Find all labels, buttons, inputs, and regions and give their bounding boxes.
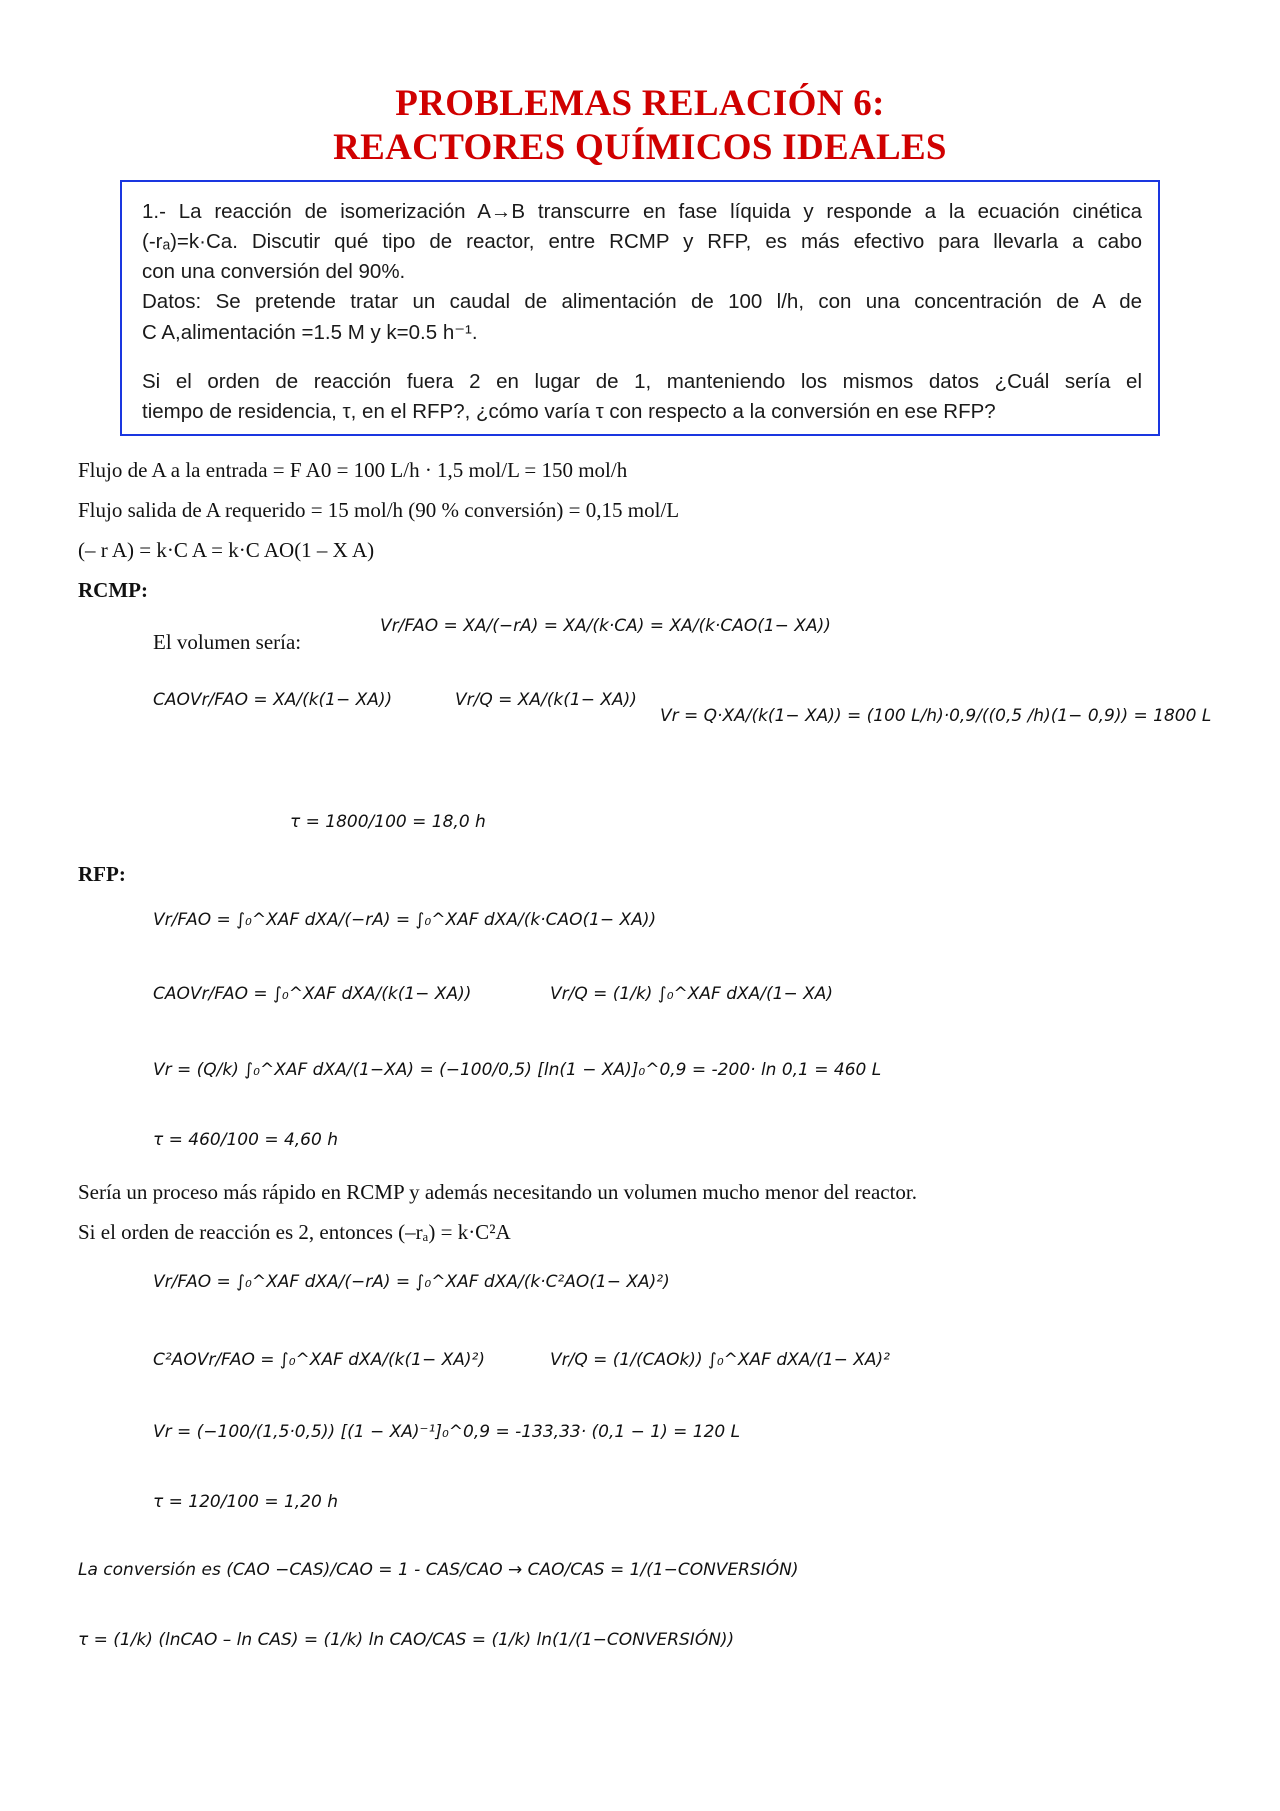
second-order-intro: Si el orden de reacción es 2, entonces (–rₐ) = k·C²A xyxy=(78,1220,511,1244)
problem-statement-box xyxy=(120,180,1160,436)
problem-line-3: con una conversión del 90%. xyxy=(142,260,406,283)
document-title-line-1: PROBLEMAS RELACIÓN 6: xyxy=(395,83,885,124)
problem-line-6: Si el orden de reacción fuera 2 en lugar de 1, manteniendo los mismos datos ¿Cuál sería el xyxy=(142,370,1142,393)
rfp-design-equation: Vr/FAO = ∫₀^XAF dXA/(−rA) = ∫₀^XAF dXA/(k·CAO(1− XA)) xyxy=(153,910,657,930)
problem-line-5: C A,alimentación =1.5 M y k=0.5 h⁻¹. xyxy=(142,321,478,344)
rcmp-equation-q: Vr/Q = XA/(k(1− XA)) xyxy=(455,690,637,710)
problem-line-4: Datos: Se pretende tratar un caudal de alimentación de 100 l/h, con una concentración de A de xyxy=(142,290,1142,313)
rfp-residence-time: τ = 460/100 = 4,60 h xyxy=(153,1130,338,1150)
rfp-equation-cao: CAOVr/FAO = ∫₀^XAF dXA/(k(1− XA)) xyxy=(153,984,472,1004)
rcmp-equation-cao: CAOVr/FAO = XA/(k(1− XA)) xyxy=(153,690,393,710)
rate-law-line: (– r A) = k·C A = k·C AO(1 – X A) xyxy=(78,538,375,562)
conversion-definition: La conversión es (CAO −CAS)/CAO = 1 - CAS/CAO → CAO/CAS = 1/(1−CONVERSIÓN) xyxy=(78,1560,799,1580)
rcmp-residence-time: τ = 1800/100 = 18,0 h xyxy=(290,812,486,832)
problem-line-1: 1.- La reacción de isomerización A→B transcurre en fase líquida y responde a la ecuación cinética xyxy=(142,200,1142,223)
rcmp-design-equation: Vr/FAO = XA/(−rA) = XA/(k·CA) = XA/(k·CAO(1− XA)) xyxy=(380,616,831,636)
conclusion-text: Sería un proceso más rápido en RCMP y además necesitando un volumen mucho menor del reactor. xyxy=(78,1180,918,1204)
feed-flow-line: Flujo de A a la entrada = F A0 = 100 L/h · 1,5 mol/L = 150 mol/h xyxy=(78,458,628,482)
second-order-design-equation: Vr/FAO = ∫₀^XAF dXA/(−rA) = ∫₀^XAF dXA/(k·C²AO(1− XA)²) xyxy=(153,1272,670,1292)
second-order-residence-time: τ = 120/100 = 1,20 h xyxy=(153,1492,338,1512)
rcmp-heading: RCMP: xyxy=(78,578,148,602)
second-order-equation-q: Vr/Q = (1/(CAOk)) ∫₀^XAF dXA/(1− XA)² xyxy=(550,1350,890,1370)
tau-conversion-relation: τ = (1/k) (lnCAO – ln CAS) = (1/k) ln CAO/CAS = (1/k) ln(1/(1−CONVERSIÓN)) xyxy=(78,1630,735,1650)
rcmp-volume-label: El volumen sería: xyxy=(153,630,302,654)
exit-flow-line: Flujo salida de A requerido = 15 mol/h (90 % conversión) = 0,15 mol/L xyxy=(78,498,680,522)
document-title-line-2: REACTORES QUÍMICOS IDEALES xyxy=(333,127,947,168)
problem-line-2: (-rₐ)=k·Ca. Discutir qué tipo de reactor, entre RCMP y RFP, es más efectivo para llevarla a cabo xyxy=(142,230,1142,253)
second-order-volume-result: Vr = (−100/(1,5·0,5)) [(1 − XA)⁻¹]₀^0,9 = -133,33· (0,1 − 1) = 120 L xyxy=(153,1422,741,1442)
rfp-heading: RFP: xyxy=(78,862,126,886)
second-order-equation-cao: C²AOVr/FAO = ∫₀^XAF dXA/(k(1− XA)²) xyxy=(153,1350,485,1370)
rcmp-volume-result: Vr = Q·XA/(k(1− XA)) = (100 L/h)·0,9/((0,5 /h)(1− 0,9)) = 1800 L xyxy=(660,706,1212,726)
rfp-equation-q: Vr/Q = (1/k) ∫₀^XAF dXA/(1− XA) xyxy=(550,984,834,1004)
rfp-volume-result: Vr = (Q/k) ∫₀^XAF dXA/(1−XA) = (−100/0,5) [ln(1 − XA)]₀^0,9 = -200· ln 0,1 = 460 L xyxy=(153,1060,882,1080)
problem-line-7: tiempo de residencia, τ, en el RFP?, ¿cómo varía τ con respecto a la conversión en ese RFP? xyxy=(142,400,996,423)
